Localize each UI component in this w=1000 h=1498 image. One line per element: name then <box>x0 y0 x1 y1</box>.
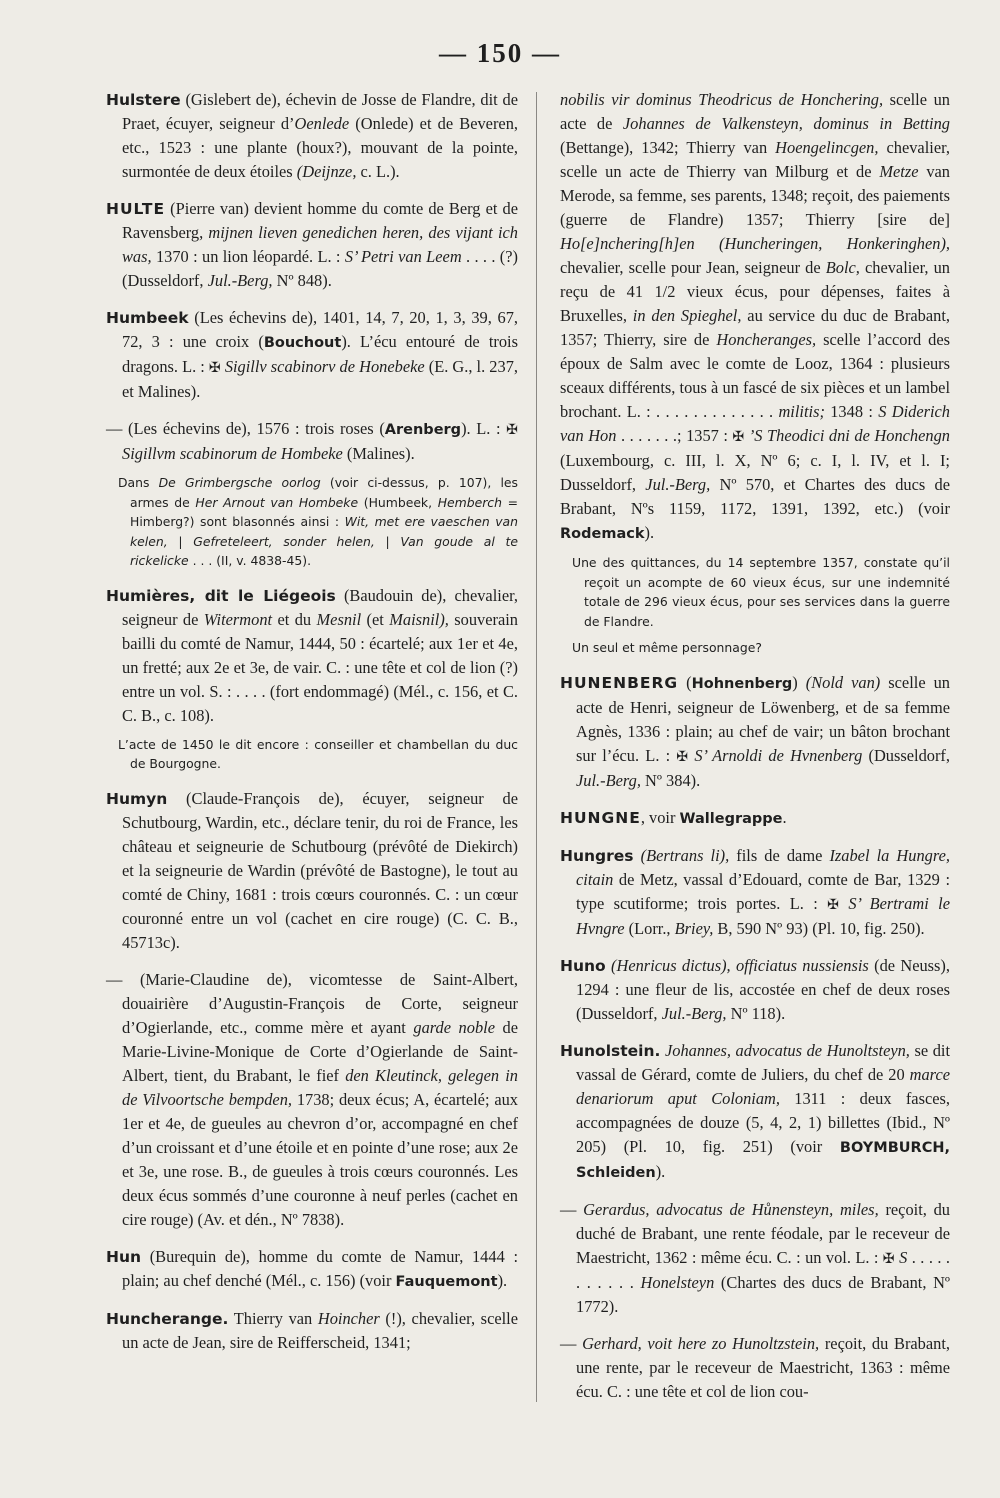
text-run: se dit vassal de Gérard, comte de Juliers, du chef de 20 <box>576 1040 950 1084</box>
italic-text: Honcheranges, <box>716 330 817 349</box>
text-run: B, 590 Nº 93) (Pl. 10, fig. 250). <box>713 918 925 938</box>
entry-hunolstein-gerhard <box>560 1332 950 1404</box>
text-run: reçoit, du Brabant, une rente, par le receveur de Maestricht, 1363 : même écu. C. : une tête et col de lion cou- <box>576 1333 950 1401</box>
text-run <box>634 846 641 865</box>
text-run: Nº 570, et Chartes des ducs de Brabant, Nºs 1159, 1172, 1391, 1392, etc.) (voir <box>560 475 950 518</box>
cross-icon: ✠ <box>827 896 839 913</box>
text-run: Un seul et même personnage? <box>572 640 762 655</box>
headword: Humyn <box>106 789 168 808</box>
text-run: . . . . . . . . . . . <box>576 1247 950 1292</box>
entry-humieres <box>106 584 518 728</box>
italic-text: Honelsteyn <box>640 1272 715 1292</box>
italic-text: Mesnil <box>316 609 362 629</box>
text-run <box>839 894 848 913</box>
text-run: (et <box>361 609 390 629</box>
italic-text: mijnen lieven genedichen heren, des vijant ich was, <box>122 223 518 266</box>
headword: Humbeek <box>106 309 189 327</box>
text-run: souverain bailli du comté de Namur, 1444, 50 : écartelé; aux 1er et 4e, un fretté; aux 2e et 3e, de vair. C. : une tête et col de lion (?) entre un vol. S. : . . . . (fort endommagé) (Mél., c. 156, et C. C. B., c. 108). <box>122 609 518 725</box>
text-run: — (Marie-Claudine de), vicomtesse de Saint-Albert, douairière d’Augustin-François de Corte, seigneur d’Ogierlande, etc., comme mère et ayant <box>106 969 518 1037</box>
text-run: — (Les échevins de), 1576 : trois roses ( <box>106 419 385 438</box>
text-run: chevalier, un reçu de 41 1/2 vieux écus, pour dépenses, faites à Bruxelles, <box>560 258 950 325</box>
headword: HUNENBERG <box>560 673 679 692</box>
italic-text: Hoincher <box>317 1308 380 1328</box>
cross-icon: ✠ <box>882 1250 895 1267</box>
italic-text: Sigillvm scabinorum de Hombeke <box>122 444 343 463</box>
text-run: et du <box>272 609 317 629</box>
cross-reference: BOYMBURCH, Schleiden <box>576 1139 950 1181</box>
note-humbeek <box>106 473 518 571</box>
text-run: (Dusseldorf, <box>862 745 950 765</box>
text-run: ). <box>655 1161 666 1181</box>
text-run: (Lorr., <box>624 918 675 938</box>
entry-humbeek <box>106 306 518 404</box>
text-run: Une des quittances, du 14 septembre 1357, constate qu’il reçoit un acompte de 60 vieux écus, sur une indemnité totale de 296 vieux écus, pour ses services dans la guerre de Flandre. <box>572 555 950 629</box>
text-run: ) <box>792 672 806 692</box>
text-run: (Gislebert de), échevin de Josse de Flandre, dit de Praet, écuyer, seigneur d’ <box>122 90 518 133</box>
text-run: ). L. : <box>461 419 507 438</box>
headword: Hungres <box>560 846 634 865</box>
cross-reference: Bouchout <box>263 335 342 351</box>
text-run: (E. G., l. 237, et Malines). <box>122 357 518 401</box>
italic-text: (Deijnze, <box>296 162 357 181</box>
italic-text: Izabel la Hungre, citain <box>576 845 950 889</box>
entry-hun <box>106 1245 518 1294</box>
entry-humyn <box>106 787 518 955</box>
note-humieres <box>106 735 518 774</box>
text-run: . . . . (?) (Dusseldorf, <box>122 247 518 290</box>
text-run: (voir ci-dessus, p. 107), les armes de <box>130 475 518 510</box>
italic-text: Hoengelincgen, <box>775 138 879 157</box>
italic-text: militis; <box>778 402 825 421</box>
cross-icon: ✠ <box>676 748 689 765</box>
text-run: ). <box>644 523 655 542</box>
text-run: (de Neuss), 1294 : une fleur de lis, accostée en chef de deux roses (Dusseldorf, <box>576 955 950 1023</box>
italic-text: (Henricus dictus), officiatus nussiensis <box>611 955 869 975</box>
text-run: (Les échevins de), 1401, 14, 7, 20, 1, 3, 39, 67, 72, 3 : une croix ( <box>122 308 518 351</box>
text-run: ( <box>678 672 692 692</box>
italic-text: Maisnil), <box>389 609 449 629</box>
italic-text: S’ Arnoldi de Hvnenberg <box>694 745 863 765</box>
entry-huncherange <box>106 1307 518 1355</box>
italic-text: Witermont <box>203 609 273 629</box>
italic-text: (Bertrans li), <box>640 845 730 865</box>
headword: Humières, dit le Liégeois <box>106 586 336 605</box>
text-run: (Bettange), 1342; Thierry van <box>560 138 776 157</box>
text-run: — <box>560 1333 583 1353</box>
headword: HUNGNE <box>560 808 641 827</box>
text-run: 1738; deux écus; A, écartelé; aux 1er et 4e, de gueules au chevron d’or, accompagné en chef d’un croissant et d’une étoile et en pointe d’une rose; aux 2e et 3e, une rose. B., de gueules à trois cœurs couronnés. Les deux écus sommés d’une couronne à neuf perles (cachet en cire rouge) (Av. et dén., Nº 7838). <box>122 1089 519 1229</box>
italic-text: in den Spieghel, <box>632 306 742 325</box>
text-run: (Humbeek, <box>358 494 438 510</box>
text-run: 1370 : un lion léopardé. L. : <box>151 247 345 266</box>
italic-text: marce denariorum aput Coloniam, <box>576 1064 950 1108</box>
text-run: fils de dame <box>729 845 830 865</box>
text-run: ). <box>497 1270 508 1290</box>
headword: Huncherange. <box>106 1309 229 1328</box>
text-run: de Marie-Livine-Monique de Corte d’Ogierlande de Saint-Albert, tient, du Brabant, le fief <box>122 1017 518 1085</box>
italic-text: Briey, <box>674 918 714 938</box>
text-run: (Chartes des ducs de Brabant, Nº 1772). <box>576 1272 950 1316</box>
italic-text: Wit, met ere vaeschen van kelen, | Gefreteleert, sonder helen, | Van goude al te rickelicke <box>130 514 518 568</box>
italic-text: Jul.-Berg, <box>661 1003 727 1023</box>
italic-text: Oenlede <box>294 114 350 133</box>
text-run: scelle l’accord des époux de Salm avec le comte de Looz, 1364 : plusieurs sceaux différents, tous à un fascé de six pièces et un lambel brochant. L. : . . . . . . . . . . . . . <box>560 330 951 421</box>
italic-text: S’ Bertrami le Hvngre <box>576 893 950 938</box>
text-run: ). L’écu entouré de trois dragons. L. : <box>122 332 518 376</box>
italic-text: Her Arnout van Hombeke <box>195 494 359 510</box>
text-run: . . . . . . .; 1357 : <box>616 426 733 445</box>
entry-hulstere <box>106 88 518 184</box>
text-run: Nº 384). <box>640 770 701 790</box>
cross-reference: Arenberg <box>384 422 462 438</box>
text-run: reçoit, du duché de Brabant, une rente féodale, par le receveur de Maestricht, 1362 : même écu. C. : un vol. L. : <box>576 1199 951 1267</box>
entry-hungres <box>560 844 950 941</box>
cross-icon: ✠ <box>208 360 221 376</box>
italic-text: Hemberch <box>437 494 502 510</box>
text-run: 1311 : deux fasces, accompagnées de douze (5, 4, 2, 1) billettes (Ibid., Nº 205) (Pl. 10, fig. 251) (voir <box>576 1088 950 1156</box>
text-run: de Metz, vassal d’Edouard, comte de Bar, 1329 : type scutiforme; trois portes. L. : <box>576 869 950 913</box>
text-run: scelle un acte de Henri, seigneur de Löwenberg, et de sa femme Agnès, 1336 : plain; au chef de vair; un bâton brochant sur l’écu. L. : <box>576 672 951 765</box>
italic-text: nobilis vir dominus Theodricus de Honchering, <box>560 90 884 109</box>
text-run: (Burequin de), homme du comte de Namur, 1444 : plain; au chef denché (Mél., c. 156) (voir <box>122 1246 518 1290</box>
text-run: scelle un acte de <box>560 90 950 133</box>
entry-humyn-marie-claudine <box>106 968 518 1232</box>
text-run: . . . (II, v. 4838-45). <box>188 553 312 568</box>
note-huncherange <box>560 553 950 631</box>
headword: HULTE <box>106 200 166 218</box>
text-run: chevalier, scelle pour Jean, seigneur de <box>560 258 826 277</box>
italic-text: Metze <box>879 162 919 181</box>
italic-text: S Diderich van Hon <box>560 402 950 445</box>
headword: Hulstere <box>106 91 181 109</box>
entry-humbeek-1576 <box>106 417 518 466</box>
text-run: 1348 : <box>824 402 879 421</box>
text-run: — <box>560 1199 584 1219</box>
text-run: chevalier, scelle un acte de Thierry van Milburg et de <box>560 138 950 181</box>
text-run: (Luxembourg, c. III, l. X, Nº 6; c. I, l. IV, et l. I; Dusseldorf, <box>560 451 950 494</box>
entry-huno <box>560 954 950 1026</box>
italic-text: Sigillv scabinorv de Honebeke <box>224 357 425 376</box>
headword: Hunolstein. <box>560 1041 661 1060</box>
text-run: (Baudouin de), chevalier, seigneur de <box>122 585 518 629</box>
text-run: (Pierre van) devient homme du comte de Berg et de Ravensberg, <box>122 199 518 242</box>
italic-text: garde noble <box>413 1017 495 1037</box>
page-number: — 150 — <box>439 38 561 68</box>
entry-huncherange-cont <box>560 88 950 546</box>
text-run: (!), chevalier, scelle un acte de Jean, sire de Reifferscheid, 1341; <box>122 1308 518 1352</box>
entry-hunolstein <box>560 1039 950 1185</box>
italic-text: Johannes de Valkensteyn, dominus in Betting <box>622 114 951 133</box>
right-column <box>560 88 950 1417</box>
text-run: Dans <box>118 475 159 490</box>
text-run: c. L.). <box>356 162 400 181</box>
italic-text: ’S Theodici dni de Honchengn <box>748 426 950 445</box>
italic-text: S’ Petri van Leem <box>344 247 462 266</box>
cross-icon: ✠ <box>506 422 518 438</box>
text-run: (Malines). <box>342 444 415 463</box>
italic-text: Jul.-Berg, <box>207 271 273 290</box>
text-run: = Himberg?) sont blasonnés ainsi : <box>130 494 518 529</box>
text-run: . <box>782 807 787 827</box>
cross-reference: Wallegrappe <box>679 810 783 827</box>
text-run: van Merode, sa femme, ses parents, 1348; reçoit, des paiements (guerre de Flandre) 1357; Thierry [sire de] <box>560 162 950 229</box>
text-run: L’acte de 1450 le dit encore : conseiller et chambellan du duc de Bourgogne. <box>118 736 518 771</box>
italic-text: Jul.-Berg, <box>576 770 641 790</box>
italic-text: Bolc, <box>825 258 860 277</box>
italic-text: Gerhard, voit here zo Hunoltzstein, <box>582 1333 820 1353</box>
italic-text: Johannes, advocatus de Hunoltsteyn, <box>664 1040 910 1060</box>
italic-text: den Kleutinck, gelegen in de Vilvoortsche bempden, <box>122 1065 518 1109</box>
text-run: (Onlede) et de Beveren, etc., 1523 : une plante (houx?), mouvant de la pointe, surmontée de deux étoiles <box>122 114 518 181</box>
headword: Hun <box>106 1247 142 1266</box>
cross-reference: Fauquemont <box>395 1273 498 1290</box>
text-run: Nº 118). <box>726 1003 786 1023</box>
italic-text: Ho[e]nchering[h]en (Huncheringen, Honkeringhen), <box>560 234 950 253</box>
italic-text: Jul.-Berg, <box>645 475 711 494</box>
entry-hulte <box>106 197 518 293</box>
text-run: au service du duc de Brabant, 1357; Thierry, sire de <box>560 306 950 349</box>
text-run: (Claude-François de), écuyer, seigneur de Schutbourg, Wardin, etc., déclare tenir, du roi de France, les château et seigneurie de Schutbourg (prévôté de Diekirch) et la seigneurie de Wardin (prévôté de Bastogne), le tout au comté de Chiny, 1681 : trois cœurs couronnés. C. : un cœur couronné entre un vol (cachet en cire rouge) (C. C. B., 45713c). <box>122 788 518 952</box>
cross-icon: ✠ <box>732 429 745 445</box>
left-column <box>106 88 518 1368</box>
entry-hunenberg <box>560 671 950 793</box>
italic-text: Gerardus, advocatus de Hůnensteyn, miles, <box>583 1199 879 1219</box>
text-run: Thierry van <box>228 1308 318 1328</box>
italic-text: De Grimbergsche oorlog <box>158 475 321 490</box>
text-run: , voir <box>640 807 680 827</box>
text-run: Nº 848). <box>272 271 332 290</box>
column-divider <box>536 92 537 1402</box>
note-huncherange-2 <box>560 638 950 658</box>
entry-hunolstein-gerardus <box>560 1198 950 1319</box>
cross-reference: Rodemack <box>560 526 645 542</box>
headword: Huno <box>560 956 606 975</box>
cross-reference: Hohnenberg <box>691 675 793 692</box>
italic-text: (Nold van) <box>805 672 881 692</box>
entry-hungne <box>560 806 950 831</box>
italic-text: S <box>899 1247 908 1267</box>
